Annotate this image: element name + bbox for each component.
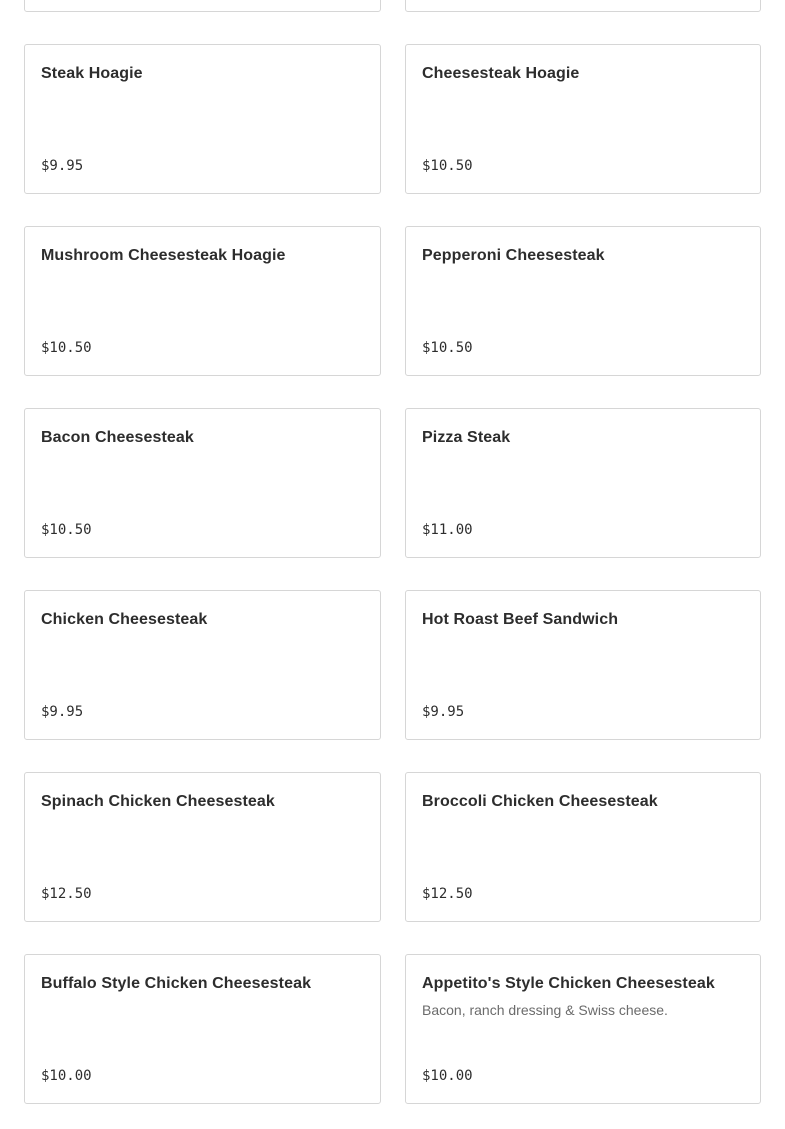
menu-item-price: $9.95 <box>41 704 84 720</box>
menu-item-name: Appetito's Style Chicken Cheesesteak <box>422 975 715 992</box>
menu-item-card[interactable] <box>24 408 381 558</box>
menu-item-price: $10.50 <box>422 158 473 174</box>
menu-item-price: $10.00 <box>422 1068 473 1084</box>
menu-item-price: $11.00 <box>422 522 473 538</box>
menu-item-price: $10.00 <box>41 1068 92 1084</box>
menu-item-card[interactable] <box>405 226 761 376</box>
menu-item-name: Hot Roast Beef Sandwich <box>422 611 619 628</box>
menu-item-name: Pizza Steak <box>422 429 511 446</box>
menu-item-name: Pepperoni Cheesesteak <box>422 247 605 264</box>
menu-item-name: Broccoli Chicken Cheesesteak <box>422 793 658 810</box>
menu-item-card[interactable] <box>24 44 381 194</box>
menu-item-name: Cheesesteak Hoagie <box>422 65 580 82</box>
menu-item-price: $10.50 <box>41 340 92 356</box>
menu-item-price: $12.50 <box>41 886 92 902</box>
menu-item-card[interactable] <box>405 44 761 194</box>
menu-item-card[interactable] <box>24 226 381 376</box>
menu-item-card[interactable] <box>405 772 761 922</box>
menu-grid <box>24 0 761 1104</box>
menu-item-price: $12.50 <box>422 886 473 902</box>
menu-item-card[interactable] <box>405 590 761 740</box>
menu-item-price: $10.50 <box>41 522 92 538</box>
menu-item-name: Bacon Cheesesteak <box>41 429 194 446</box>
menu-item-price: $9.95 <box>422 704 465 720</box>
menu-item-card[interactable] <box>405 954 761 1104</box>
menu-item-price: $10.50 <box>422 340 473 356</box>
menu-item-name: Chicken Cheesesteak <box>41 611 208 628</box>
menu-item-name: Mushroom Cheesesteak Hoagie <box>41 247 286 264</box>
menu-item-name: Buffalo Style Chicken Cheesesteak <box>41 975 312 992</box>
menu-item-card[interactable] <box>405 408 761 558</box>
menu-item-price: $9.95 <box>41 158 84 174</box>
menu-item-name: Steak Hoagie <box>41 65 143 82</box>
menu-item-card[interactable] <box>24 772 381 922</box>
menu-item-description: Bacon, ranch dressing & Swiss cheese. <box>422 1002 668 1018</box>
menu-item-card[interactable] <box>24 0 381 12</box>
menu-item-card[interactable] <box>24 590 381 740</box>
menu-item-card[interactable] <box>405 0 761 12</box>
menu-item-card[interactable] <box>24 954 381 1104</box>
menu-item-name: Spinach Chicken Cheesesteak <box>41 793 275 810</box>
